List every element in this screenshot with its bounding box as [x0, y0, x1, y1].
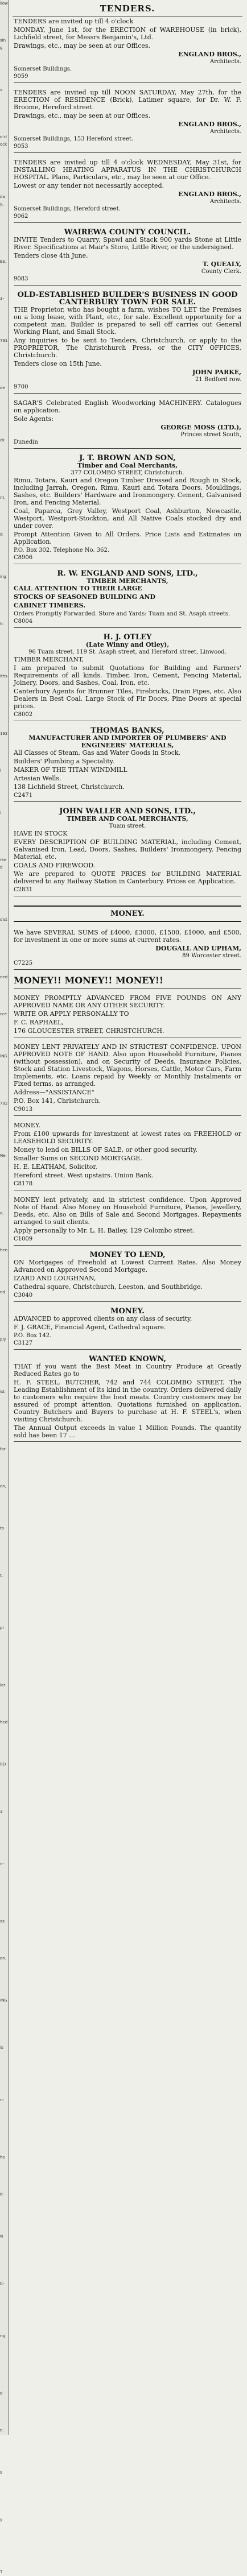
margin-fragment: dist	[0, 917, 7, 922]
advertisement	[13, 1120, 242, 1195]
ad-text: Tenders close on 15th June.	[14, 360, 102, 367]
ad-text: TENDERS are invited up till 4 o'clock	[14, 18, 134, 25]
margin-fragment: n.	[0, 2428, 4, 2433]
ad-text: MONEY.	[14, 1122, 41, 1129]
rule	[14, 905, 241, 907]
advertisement	[13, 974, 242, 993]
ad-reference: C3127	[14, 1340, 33, 1346]
ad-title: MONEY TO LEND,	[89, 1251, 166, 1259]
ad-text: Apply personally to Mr. L. H. Bailey, 129 Colombo street.	[14, 1227, 195, 1234]
ad-subtitle: TIMBER MERCHANTS,	[87, 577, 168, 585]
ad-text: 176 GLOUCESTER STREET, CHRISTCHURCH.	[14, 1027, 164, 1035]
ad-reference: 9083	[14, 276, 28, 282]
ad-title: H. J. OTLEY	[103, 633, 152, 642]
divider	[14, 988, 241, 989]
margin-fragment: l	[0, 768, 1, 773]
ad-signature: DOUGALL AND UPHAM,	[155, 945, 241, 952]
advertisement	[13, 632, 242, 726]
ad-reference: 9053	[14, 143, 28, 150]
margin-fragment: v	[0, 88, 3, 92]
advertisement	[13, 901, 242, 928]
divider	[14, 801, 241, 802]
margin-fragment: 792	[0, 1101, 8, 1106]
advertisement	[13, 569, 242, 632]
margin-fragment: t,	[0, 1573, 3, 1578]
margin-fragment: pr	[0, 1626, 5, 1630]
ad-title: THOMAS BANKS,	[90, 726, 164, 735]
margin-fragment: ler	[0, 1683, 6, 1688]
margin-fragment: de	[0, 386, 5, 390]
ad-address: Tuam street.	[109, 823, 146, 829]
ad-text: SAGAR'S Celebrated English Woodworking MACHINERY. Catalogues on application.	[14, 399, 241, 414]
margin-fragment: ist	[0, 1390, 5, 1394]
ad-text: MONEY PROMPTLY ADVANCED FROM FIVE POUNDS ON ANY APPROVED NAME OR ANY OTHER SECURITY.	[14, 994, 241, 1009]
divider	[14, 393, 241, 394]
ad-text: H. F. STEEL, BUTCHER, 742 and 744 COLOMBO STREET. The Leading Establishment of its kind in the country. Orders delivered daily to customers who require the best meats. Country customers may be assured of prompt attention. Quotations furnished on application. Country Butchers and Buyers to purchase at H. F. STEEL's, when visiting Christchurch.	[14, 1379, 241, 1423]
ad-reference: C9013	[14, 1106, 33, 1113]
ad-text: Drawings, etc., may be seen at our Offices.	[14, 42, 151, 49]
ad-text: Lowest or any tender not necessarily accepted.	[14, 182, 164, 189]
ad-text: STOCKS OF SEASONED BUILDING AND	[14, 593, 156, 601]
ad-footer: Somerset Buildings, 153 Hereford street.	[14, 136, 134, 142]
ad-title: JOHN WALLER AND SONS, LTD.,	[59, 807, 196, 816]
ad-signature-title: Architects.	[209, 199, 241, 205]
ad-reference: C3040	[14, 1292, 33, 1299]
margin-fragment: on,	[0, 1484, 6, 1488]
ad-text: COALS AND FIREWOOD.	[14, 862, 96, 869]
ad-text: CALL ATTENTION TO THEIR LARGE	[14, 585, 142, 592]
ad-text: We have SEVERAL SUMS of £4000, £3000, £1500, £1000, and £500, for investment in one or more sums at current rates.	[14, 929, 241, 944]
advertisement	[13, 228, 242, 290]
ad-title: J. T. BROWN AND SON,	[79, 454, 176, 462]
margin-fragment: ck	[0, 438, 5, 443]
advertisement	[13, 88, 242, 158]
ad-text: WRITE OR APPLY PERSONALLY TO	[14, 1010, 129, 1018]
ad-address: 96 Tuam street, 119 St. Asaph street, and Hereford street, Linwood.	[28, 649, 227, 655]
ad-text: From £100 upwards for investment at lowest rates on FREEHOLD or LEASEHOLD SECURITY.	[14, 1130, 241, 1145]
ad-text: Address—"ASSISTANCE"	[14, 1089, 94, 1096]
margin-fragment: a,	[0, 1211, 4, 1215]
margin-fragment: is	[0, 2045, 3, 2050]
ad-text: THAT if you want the Best Meat in Country Produce at Greatly Reduced Rates go to	[14, 1363, 241, 1378]
ad-text: Rimu, Totara, Kauri and Oregon Timber Dressed and Rough in Stock, including Jarrah, Oregon, Rimu, Kauri and Totara Doors, Mouldings, Sashes, etc. Builders' Hardware and Ironmongery. Cement, Galvanised Iron, and Fencing Material.	[14, 477, 241, 506]
margin-fragment: d-	[0, 2192, 4, 2197]
ad-text: MONEY lent privately, and in strictest confidence. Upon Approved Note of Hand. Also Money on Household Furniture, Pianos, Jewellery, Deeds, etc. Also on Bills of Sale and Second Mortgages. Repayments arranged to suit clients.	[14, 1196, 241, 1226]
advertisement	[13, 726, 242, 807]
section-header: TENDERS.	[13, 0, 242, 16]
ad-text: INVITE Tenders to Quarry, Spawl and Stack 900 yards Stone at Little River. Specifications at Mair's Store, Little River, or the undersigned.	[14, 236, 241, 251]
ad-reference: C1009	[14, 1236, 33, 1242]
divider	[14, 222, 241, 223]
ad-text: Any inquiries to be sent to Tenders, Christchurch, or apply to the PROPRIETOR, The Christchurch Press, or the CITY OFFICES, Christchurch.	[14, 337, 241, 359]
advertisement	[13, 928, 242, 974]
ad-signature-title: Architects.	[209, 129, 241, 135]
margin-fragment: hed	[0, 1720, 8, 1725]
ad-text: We are prepared to QUOTE PRICES for BUILDING MATERIAL delivered to any Railway Station in Canterbury. Prices on Application.	[14, 870, 241, 885]
divider	[14, 1441, 241, 1442]
ad-subtitle: Timber and Coal Merchants,	[77, 462, 178, 469]
ad-signature: JOHN PARKE,	[192, 369, 241, 376]
ad-reference: C8906	[14, 555, 33, 561]
ad-text: F. J. GRACE, Financial Agent, Cathedral square.	[14, 1324, 166, 1331]
margin-fragment: y	[0, 2517, 3, 2522]
ad-reference: C8002	[14, 712, 33, 718]
ad-reference: C2831	[14, 887, 33, 893]
margin-fragment: ilow	[0, 1, 8, 6]
left-margin-fragments	[0, 0, 9, 2574]
advertisement	[13, 1306, 242, 1354]
ad-footer: Somerset Buildings.	[14, 66, 72, 72]
ad-text: Coal, Paparoa, Grey Valley, Westport Coal, Ashburton, Newcastle, Westport, Westport-Stockton, and All Native Coals stocked dry and under cover.	[14, 507, 241, 530]
ad-signature-title: 21 Bedford row.	[195, 377, 241, 383]
ad-subtitle: MANUFACTURER AND IMPORTER OF PLUMBERS' AND ENGINEERS' MATERIALS,	[28, 734, 227, 749]
margin-fragment: 3	[0, 1809, 3, 1814]
ad-title: R. W. ENGLAND AND SONS, LTD.,	[57, 569, 198, 578]
ad-text: ADVANCED to approved clients on any class of security.	[14, 1315, 192, 1322]
ad-footer: Orders Promptly Forwarded. Store and Yards: Tuam and St. Asaph streets.	[14, 611, 230, 617]
ad-text: TENDERS are invited up till NOON SATURDAY, May 27th, for the ERECTION of RESIDENCE (Brick), Latimer square, for Dr. W. F. Broome, Hereford street.	[14, 89, 241, 111]
margin-fragment: it	[0, 532, 3, 537]
divider	[14, 1349, 241, 1350]
ad-reference: C2471	[14, 792, 33, 799]
ad-text: Hereford street. West upstairs. Union Bank.	[14, 1172, 154, 1179]
newspaper-column	[13, 0, 242, 2435]
ad-text: Money to lend on BILLS OF SALE, or other good security.	[14, 1146, 198, 1153]
ad-signature-title: Princes street South,	[180, 432, 241, 438]
margin-fragment: ing	[0, 574, 6, 579]
ad-text: Drawings, etc., may be seen at our Offices.	[14, 112, 151, 119]
ad-reference: 9062	[14, 213, 28, 220]
advertisement	[13, 16, 242, 88]
margin-fragment: he	[0, 2155, 5, 2160]
ad-text: 138 Lichfield Street, Christchurch.	[14, 783, 125, 791]
ad-text: TENDERS are invited up till 4 o'clock WEDNESDAY, May 31st, for INSTALLING HEATING APPARATUS IN THE CHRISTCHURCH HOSPITAL. Plans, Particulars, etc., may be seen at our Office.	[14, 159, 241, 181]
margin-fragment: i	[0, 811, 1, 815]
ad-text: Cathedral square, Christchurch, Leeston, and Southbridge.	[14, 1283, 203, 1291]
ad-text: MONDAY, June 1st, for the ERECTION of WAREHOUSE (in brick), Lichfield street, for Messrs Benjamin's, Ltd.	[14, 26, 241, 41]
divider	[14, 1301, 241, 1302]
margin-fragment: o'clock	[0, 135, 7, 147]
ad-signature: ENGLAND BROS.,	[178, 121, 241, 128]
advertisement	[13, 1195, 242, 1250]
ad-text: P.O. Box 141, Christchurch.	[14, 1097, 101, 1105]
ad-text: Tenders close 4th June.	[14, 252, 88, 259]
ad-text: Prompt Attention Given to All Orders. Price Lists and Estimates on Application.	[14, 531, 241, 545]
divider	[14, 82, 241, 83]
margin-fragment: to	[0, 1526, 5, 1531]
ad-text: EVERY DESCRIPTION OF BUILDING MATERIAL, including Cement, Galvanised Iron, Lead, Doors, Sashes, Builders' Ironmongery, Fencing Material, etc.	[14, 838, 241, 861]
ad-signature: ENGLAND BROS.,	[178, 191, 241, 198]
ad-text: MAKER OF THE TITAN WINDMILL	[14, 766, 127, 774]
ad-reference: C7225	[14, 960, 33, 966]
advertisement	[13, 993, 242, 1042]
ad-signature-title: County Clerk.	[201, 268, 241, 275]
margin-fragment: 7	[0, 2570, 3, 2574]
ad-text: Builders' Plumbing a Speciality.	[14, 758, 114, 765]
ad-text: Smaller Sums on SECOND MORTGAGE.	[14, 1155, 142, 1162]
margin-fragment: iths	[0, 674, 7, 679]
ad-text: HAVE IN STOCK	[14, 830, 68, 837]
margin-fragment: for	[0, 1447, 6, 1452]
ad-text: The Annual Output exceeds in value 1 Million Pounds. The quantity sold has been 17 ...	[14, 1424, 241, 1439]
margin-fragment: nd	[0, 1290, 5, 1295]
margin-fragment: tr.	[0, 622, 5, 626]
margin-fragment: sing	[0, 38, 6, 50]
divider	[14, 285, 241, 286]
margin-fragment: ned	[0, 975, 8, 979]
margin-fragment: 791	[0, 338, 8, 343]
ad-reference: C8004	[14, 618, 33, 625]
ad-subtitle: (Late Winny and Otley),	[85, 641, 170, 648]
ad-title: WANTED KNOWN,	[89, 1355, 166, 1363]
divider	[14, 152, 241, 153]
margin-fragment: ply	[0, 1337, 6, 1342]
divider	[14, 448, 241, 449]
margin-fragment: d	[0, 2391, 3, 2396]
margin-fragment: ES,	[0, 259, 7, 264]
margin-fragment: n-	[0, 2098, 4, 2102]
ad-signature-title: Architects.	[209, 59, 241, 65]
margin-fragment: ti-	[0, 2281, 5, 2286]
ad-footer: P.O. Box 302. Telephone No. 362.	[14, 547, 110, 553]
margin-fragment: ng	[0, 2334, 5, 2338]
margin-fragment: n-	[0, 1862, 4, 1866]
margin-fragment: on.	[0, 1956, 6, 1961]
ad-title: WAIREWA COUNTY COUNCIL.	[64, 228, 191, 237]
advertisement	[13, 158, 242, 228]
divider	[14, 969, 241, 970]
margin-fragment: cce	[0, 1012, 7, 1016]
ad-signature: T. QUEALY,	[203, 261, 241, 268]
advertisement	[13, 1042, 242, 1120]
ad-text: IZARD AND LOUGHNAN,	[14, 1275, 96, 1282]
margin-fragment: 192	[0, 731, 8, 736]
ad-signature-title: 89 Worcester street.	[182, 953, 241, 959]
advertisement	[13, 1250, 242, 1306]
margin-fragment: nt,	[0, 495, 6, 500]
margin-fragment: rked	[0, 858, 6, 870]
ad-footer: Somerset Buildings, Hereford street.	[14, 206, 121, 212]
margin-fragment: Ne,	[0, 1153, 7, 1158]
ad-reference: 9700	[14, 384, 28, 390]
advertisement	[13, 1354, 242, 1446]
ad-text: Canterbury Agents for Brunner Tiles, Firebricks, Drain Pipes, etc. Also Dealers in Best Coal. Large Stock of Fir Doors, Pine Doors at special prices.	[14, 688, 241, 710]
ad-text: H. E. LEATHAM, Solicitor.	[14, 1163, 97, 1171]
rule	[14, 921, 241, 922]
margin-fragment: N	[0, 2234, 3, 2239]
ad-reference: 9059	[14, 73, 28, 80]
margin-fragment: hen	[0, 1248, 8, 1252]
ad-text: All Classes of Steam, Gas and Water Goods in Stock.	[14, 749, 181, 756]
section-header-money: MONEY.	[110, 909, 145, 918]
ad-title: OLD-ESTABLISHED BUILDER'S BUSINESS IN GOOD CANTERBURY TOWN FOR SALE.	[17, 291, 238, 307]
advertisement	[13, 807, 242, 901]
advertisement	[13, 453, 242, 569]
ad-text: THE Proprietor, who has bought a farm, wishes TO LET the Premises on a long lease, with Plant, etc., for sale. Excellent opportunity for a competent man. Builder is prepared to sell off carries out General Working Plant, and Small Stock.	[14, 306, 241, 336]
margin-fragment: as	[0, 1919, 5, 1924]
ad-address: 377 COLOMBO STREET, Christchurch.	[71, 470, 184, 476]
margin-fragment: s	[0, 2470, 2, 2475]
ad-text: I am prepared to submit Quotations for Building and Farmers' Requirements of all kinds. Timber, Iron, Cement, Fencing Material, Joinery, Doors, and Sashes, Coal, Iron, etc.	[14, 664, 241, 687]
divider	[14, 1245, 241, 1246]
ad-text: F. C. RAPHAEL,	[14, 1019, 64, 1026]
margin-fragment: RD	[0, 1762, 6, 1767]
ad-reference: C8178	[14, 1181, 33, 1187]
margin-fragment: 3-	[0, 296, 4, 301]
ad-footer: Dunedin	[14, 439, 38, 445]
ad-signature: GEORGE MOSS (LTD.),	[160, 424, 241, 431]
ad-text: CABINET TIMBERS.	[14, 602, 85, 609]
ad-subtitle: TIMBER AND COAL MERCHANTS,	[67, 815, 188, 822]
margin-fragment: day,	[0, 195, 5, 206]
divider	[14, 627, 241, 628]
ad-footer: P.O. Box 142.	[14, 1333, 52, 1339]
ad-text: MONEY LENT PRIVATELY AND IN STRICTEST CONFIDENCE. UPON APPROVED NOTE OF HAND. Also upon Household Furniture, Pianos (without possession), and on Security of Deeds, Insurance Policies, Stock and Station Livestock, Wagons, Horses, Cattle, Motor Cars, Farm Implements, etc. Loans repaid by Weekly or Monthly Instalments or Fixed terms, as arranged.	[14, 1043, 241, 1088]
ad-signature: ENGLAND BROS.,	[178, 51, 241, 58]
margin-fragment: ING	[0, 1054, 7, 1058]
ad-text: Artesian Wells.	[14, 775, 61, 782]
advertisement	[13, 290, 242, 398]
ad-text: ON Mortgages of Freehold at Lowest Current Rates. Also Money Advanced on Approved Second Mortgage.	[14, 1259, 241, 1273]
ad-title: MONEY.	[110, 1307, 145, 1316]
ad-text: MONEY!! MONEY!! MONEY!!	[14, 975, 163, 986]
advertisement	[13, 398, 242, 453]
ad-text: Sole Agents:	[14, 415, 54, 423]
ad-text: TIMBER MERCHANT,	[14, 656, 84, 663]
margin-fragment: ING	[0, 1998, 7, 2003]
divider	[14, 1115, 241, 1116]
